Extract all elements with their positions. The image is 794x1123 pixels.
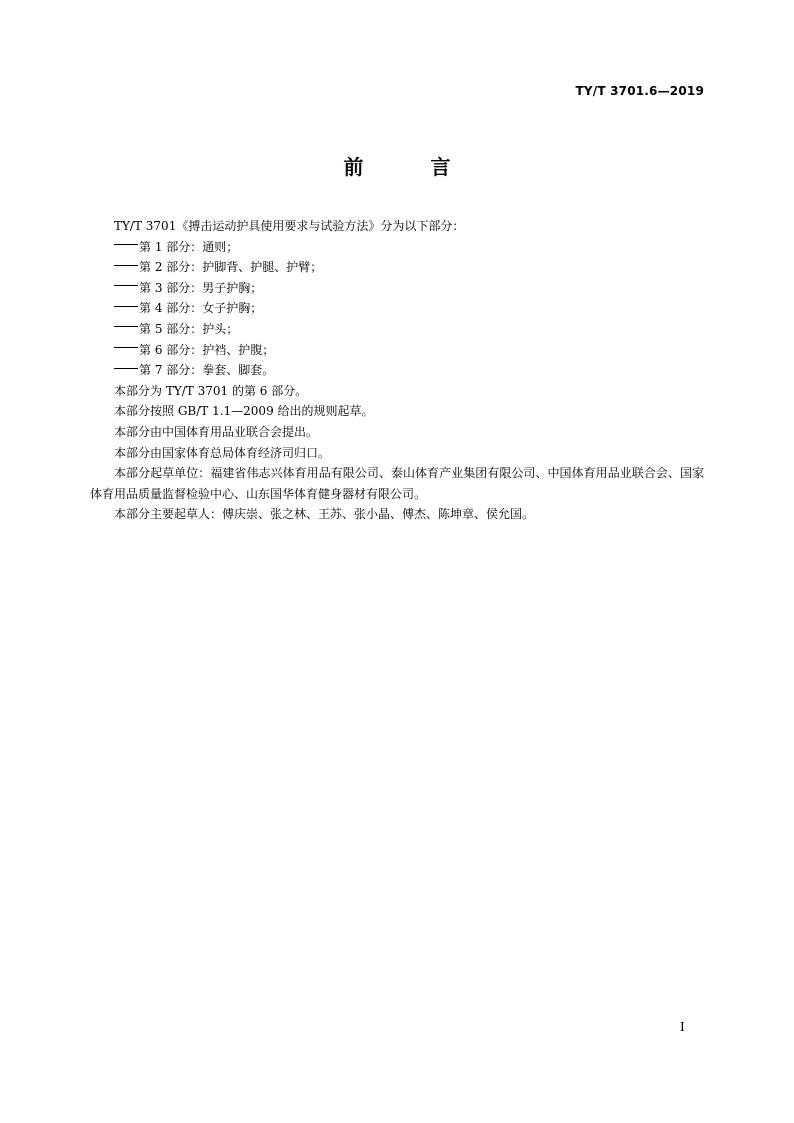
foreword-body xyxy=(90,216,704,525)
centralized-by-paragraph: 本部分由国家体育总局体育经济司归口。 xyxy=(114,445,331,460)
part-list-item xyxy=(90,257,704,278)
part-item-text: 第 4 部分：女子护胸； xyxy=(139,301,263,316)
dash-mark xyxy=(114,285,138,287)
page-title: 前 言 xyxy=(343,155,481,179)
drafting-units-paragraph: 本部分起草单位：福建省伟志兴体育用品有限公司、泰山体育产业集团有限公司、中国体育用品业联合会、国家体育用品质量监督检验中心、山东国华体育健身器材有限公司。 xyxy=(90,466,704,501)
part-list-item xyxy=(90,298,704,319)
part-list-item xyxy=(90,237,704,258)
dash-mark xyxy=(114,306,138,308)
part-list-item xyxy=(90,278,704,299)
part-item-text: 第 2 部分：护脚背、护腿、护臂； xyxy=(139,260,323,275)
dash-mark xyxy=(114,265,138,267)
standard-number-header: TY/T 3701.6—2019 xyxy=(575,84,704,98)
part-list-item xyxy=(90,319,704,340)
part-item-text: 第 1 部分：通则； xyxy=(139,239,239,254)
part-statement-paragraph: 本部分为 TY/T 3701 的第 6 部分。 xyxy=(114,383,308,398)
drafting-rules-paragraph: 本部分按照 GB/T 1.1—2009 给出的规则起草。 xyxy=(114,404,374,419)
page-number: I xyxy=(680,1020,685,1034)
part-list-item xyxy=(90,340,704,361)
part-item-text: 第 5 部分：护头； xyxy=(139,321,239,336)
dash-mark xyxy=(114,347,138,349)
part-item-text: 第 7 部分：拳套、脚套。 xyxy=(139,363,275,378)
part-item-text: 第 3 部分：男子护胸； xyxy=(139,280,263,295)
drafters-paragraph: 本部分主要起草人：傅庆崇、张之林、王苏、张小晶、傅杰、陈坤章、侯允国。 xyxy=(114,507,535,522)
dash-mark xyxy=(114,326,138,328)
proposer-paragraph: 本部分由中国体育用品业联合会提出。 xyxy=(114,424,319,439)
dash-mark xyxy=(114,368,138,370)
dash-mark xyxy=(114,244,138,246)
intro-paragraph: TY/T 3701《搏击运动护具使用要求与试验方法》分为以下部分： xyxy=(114,219,465,233)
part-list-item xyxy=(90,360,704,381)
part-item-text: 第 6 部分：护裆、护腹； xyxy=(139,342,275,357)
